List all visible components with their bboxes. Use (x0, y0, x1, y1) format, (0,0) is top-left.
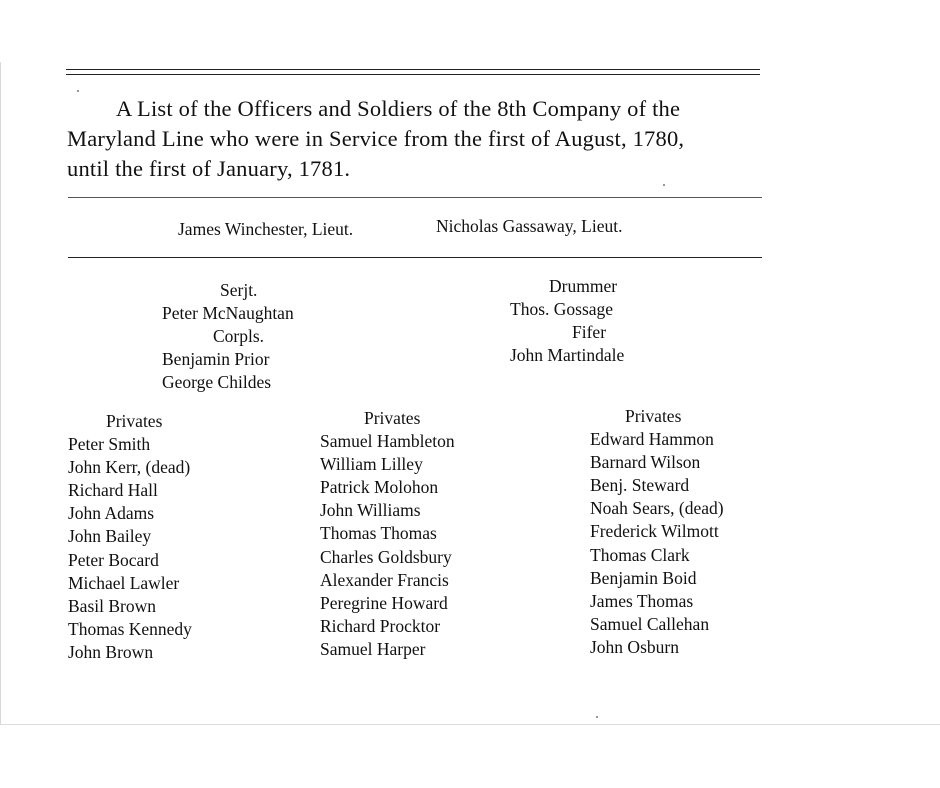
scan-speck (596, 716, 598, 718)
page-edge (0, 62, 1, 724)
corporal-name: George Childes (162, 372, 272, 392)
private-name: William Lilley (320, 454, 423, 475)
private-name: John Kerr, (dead) (68, 457, 191, 478)
private-name: Thomas Clark (590, 544, 690, 565)
privates-column (590, 405, 790, 659)
private-name: Samuel Harper (320, 638, 426, 659)
document-title (67, 94, 767, 184)
section-rule (68, 197, 762, 198)
corporal-name: Benjamin Prior (162, 349, 270, 369)
drummer-name: Thos. Gossage (510, 299, 614, 319)
private-name: James Thomas (590, 590, 694, 611)
private-name: John Williams (320, 500, 421, 521)
serjeant-name: Peter McNaughtan (162, 303, 294, 323)
private-name: Patrick Molohon (320, 477, 439, 498)
private-name: Barnard Wilson (590, 452, 701, 473)
top-rule (66, 74, 760, 75)
top-rule (66, 69, 760, 70)
serjeant-heading: Serjt. (220, 280, 258, 300)
fifer-heading: Fifer (572, 322, 607, 342)
private-name: Noah Sears, (dead) (590, 498, 724, 519)
private-name: Thomas Thomas (320, 523, 437, 544)
private-name: Samuel Hambleton (320, 431, 455, 452)
title-line: until the first of January, 1781. (67, 156, 351, 181)
private-name: Charles Goldsbury (320, 546, 452, 567)
private-name: Thomas Kennedy (68, 618, 192, 639)
private-name: Peregrine Howard (320, 592, 448, 613)
corporals-heading: Corpls. (213, 326, 265, 346)
private-name: John Brown (68, 641, 154, 662)
page-edge (0, 724, 940, 725)
private-name: Alexander Francis (320, 569, 449, 590)
private-name: John Adams (68, 503, 155, 524)
officer-name: Nicholas Gassaway, Lieut. (436, 216, 623, 236)
privates-heading: Privates (106, 411, 163, 431)
privates-heading: Privates (364, 408, 421, 428)
private-name: Benj. Steward (590, 475, 690, 496)
private-name: John Osburn (590, 636, 679, 657)
scan-speck (77, 90, 79, 92)
officer-name: James Winchester, Lieut. (178, 219, 354, 239)
scan-speck (663, 184, 665, 186)
private-name: Michael Lawler (68, 572, 180, 593)
privates-heading: Privates (625, 406, 682, 426)
private-name: Edward Hammon (590, 429, 714, 450)
private-name: Samuel Callehan (590, 613, 710, 634)
private-name: Basil Brown (68, 595, 156, 616)
private-name: Peter Smith (68, 434, 151, 455)
private-name: Peter Bocard (68, 549, 159, 570)
privates-column (68, 410, 268, 664)
private-name: Richard Hall (68, 480, 158, 501)
private-name: John Bailey (68, 526, 152, 547)
fifer-name: John Martindale (510, 345, 625, 365)
private-name: Frederick Wilmott (590, 521, 719, 542)
privates-column (320, 407, 520, 661)
private-name: Richard Procktor (320, 615, 441, 636)
section-rule (68, 257, 762, 258)
title-line: A List of the Officers and Soldiers of the 8th Company of the (116, 96, 681, 121)
title-line: Maryland Line who were in Service from the first of August, 1780, (67, 126, 685, 151)
private-name: Benjamin Boid (590, 567, 697, 588)
drummer-heading: Drummer (549, 276, 618, 296)
